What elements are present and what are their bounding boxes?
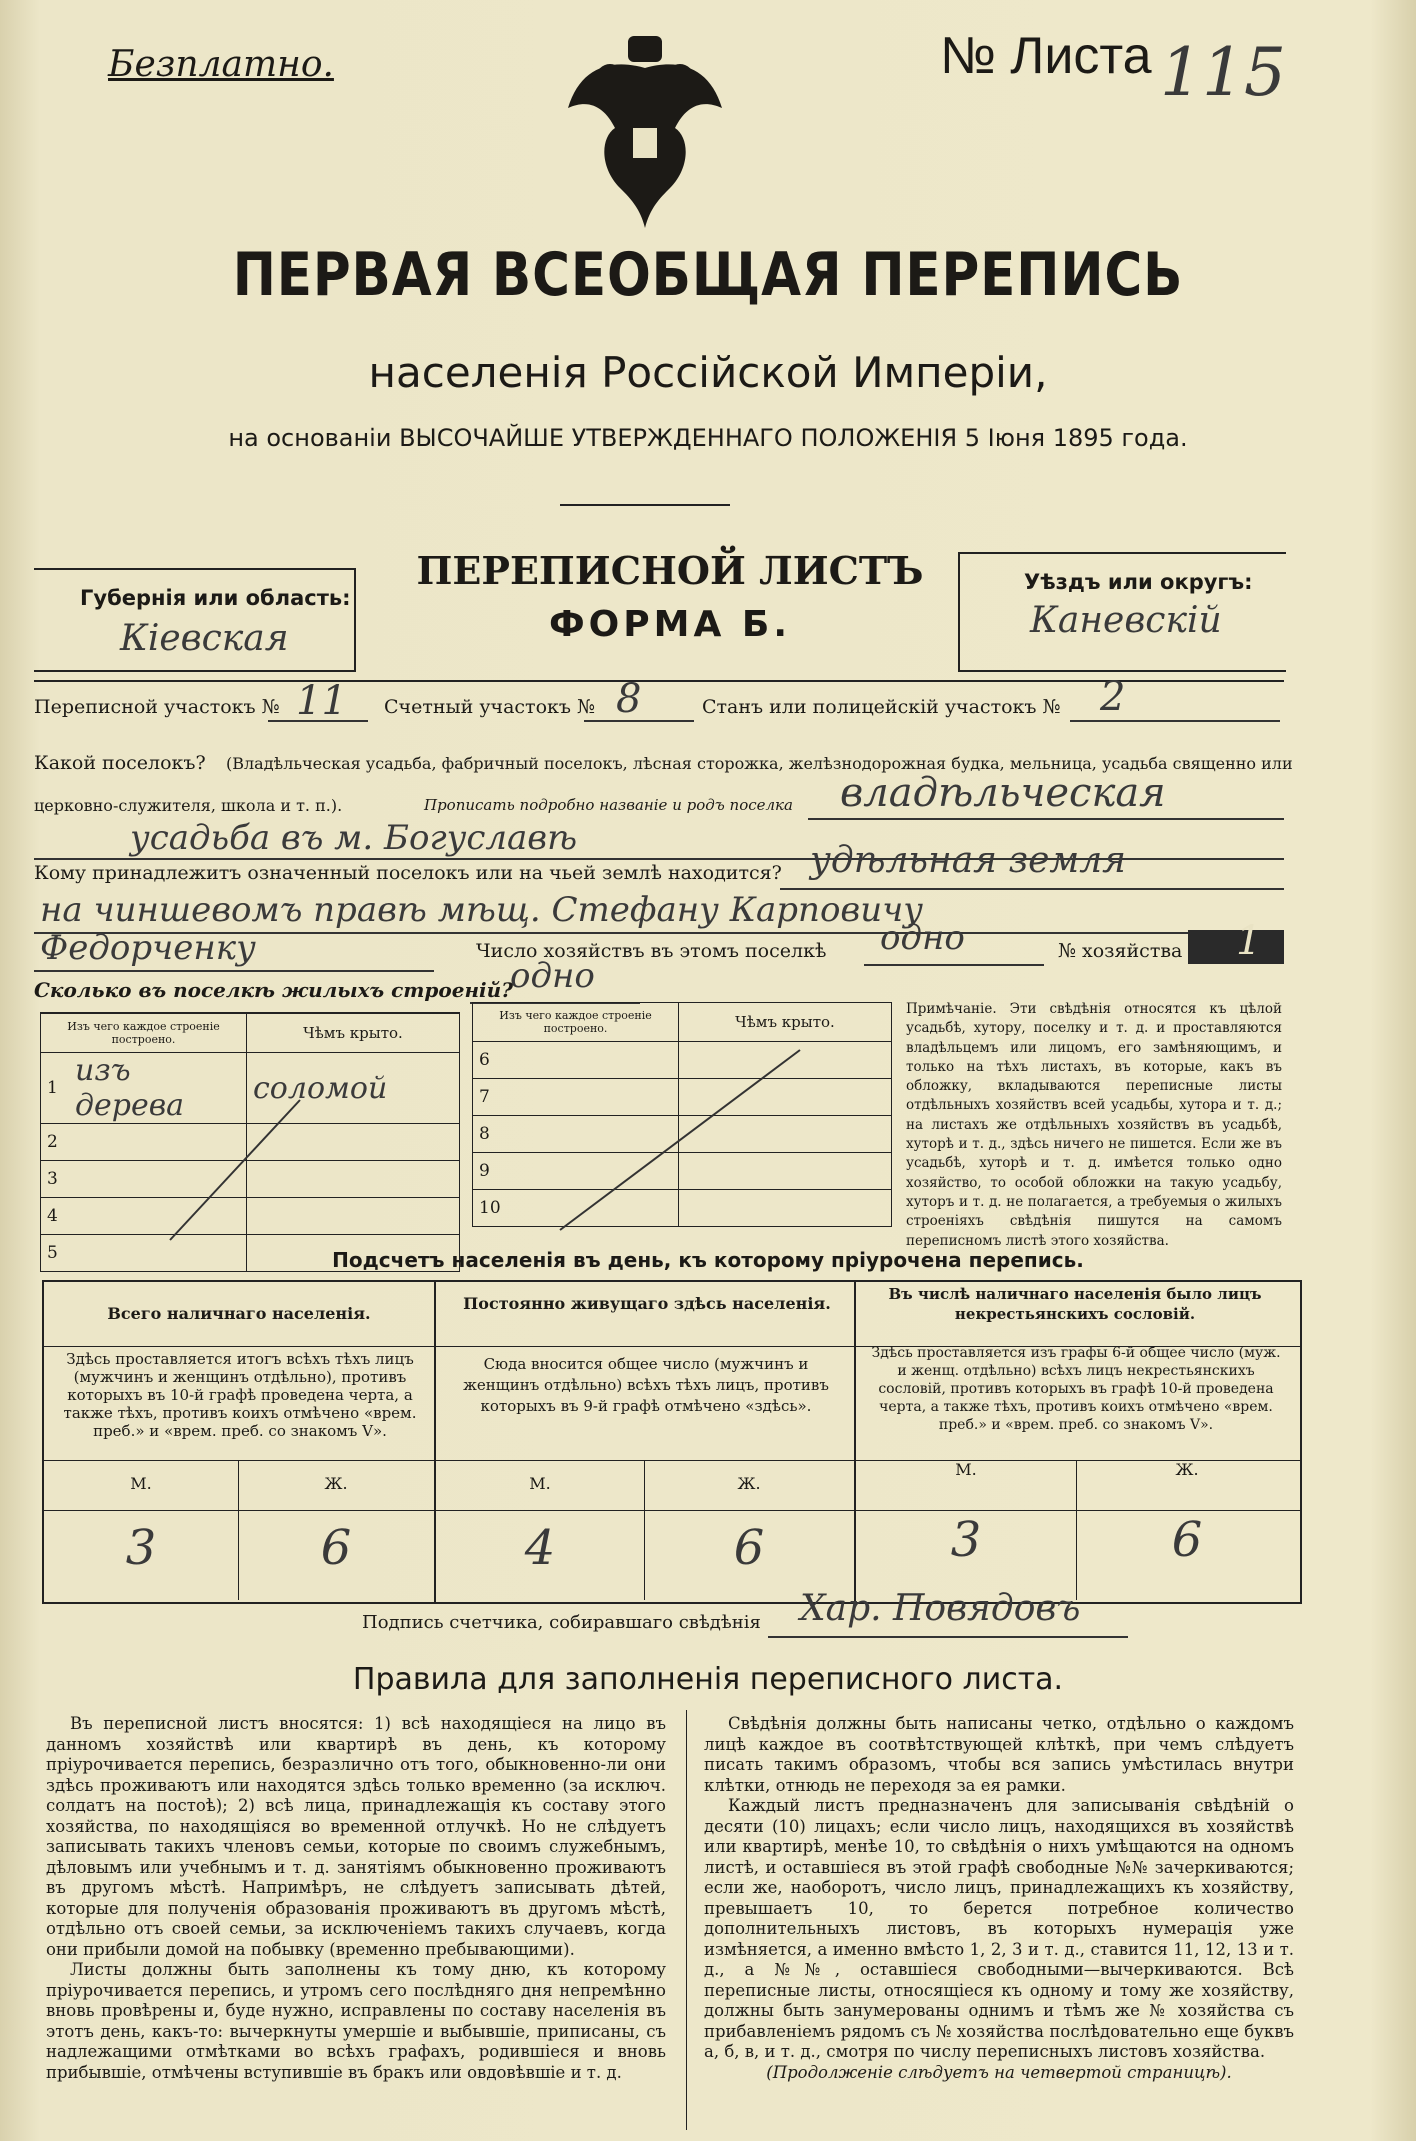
uezd-label: Уѣздъ или округъ: [1024, 570, 1253, 594]
row-number: 1 [41, 1053, 70, 1124]
permanent-m-value: 4 [524, 1520, 556, 1576]
col-roof-header: Чѣмъ крыто. [679, 1003, 892, 1042]
settlement-hint: (Владѣльческая усадьба, фабричный поселокъ, лѣсная сторожка, желѣзнодорожная будка, мельница, усадьба священно или [226, 754, 1293, 773]
col1-head: Всего наличнаго населенія. [107, 1304, 371, 1323]
owner-label: Кому принадлежитъ означенный поселокъ или на чьей землѣ находится? [34, 862, 782, 884]
row1-material: изъ дерева [69, 1053, 247, 1124]
rules-right-column [704, 1714, 1294, 2083]
rules-divider [686, 1710, 687, 2130]
row-number: 5 [41, 1235, 70, 1272]
row-number: 8 [473, 1116, 508, 1153]
col-roof-header: Чѣмъ крыто. [247, 1013, 460, 1053]
document-title: ПЕРВАЯ ВСЕОБЩАЯ ПЕРЕПИСЬ [232, 240, 1184, 310]
col3-text: Здѣсь проставляется изъ графы 6-й общее число (муж. и женщ. отдѣльно) всѣхъ лицъ некрестьянскихъ сословій, противъ которыхъ въ графѣ 10-й проведена черта, а также тѣхъ, противъ коихъ отмѣчено «врем. преб.» и «врем. преб. со знакомъ V». [871, 1345, 1281, 1433]
row-number: 3 [41, 1161, 70, 1198]
settlement-value-2: усадьба въ м. Богуславѣ [130, 818, 578, 858]
count-district-value: 8 [616, 676, 642, 722]
row-number: 6 [473, 1042, 508, 1079]
total-f-value: 6 [320, 1520, 352, 1576]
owner-value: удѣльная земля [810, 840, 1126, 881]
census-district-value: 11 [296, 678, 347, 724]
sheet-label: № Листа [940, 27, 1152, 85]
gubernia-value: Кіевская [120, 618, 289, 659]
count-district-label: Счетный участокъ № [384, 696, 595, 718]
note: Примѣчаніе. Эти свѣдѣнія относятся къ цѣлой усадьбѣ, хутору, поселку и т. д. и проставляются владѣльцемъ или лицомъ, его замѣняющимъ, и только на тѣхъ листахъ, въ которые, какъ въ обложку, вкладываются переписные листы отдѣльныхъ хозяйствъ всей усадьбы, хутора и т. д.; на листахъ же отдѣльныхъ хозяйствъ въ усадьбѣ, хуторѣ и т. д., здѣсь ничего не пишется. Если же въ усадьбѣ, хуторѣ и т. д. имѣется только одно хозяйство, то особой обложки на такую усадьбу, хуторъ и т. д. не полагается, а требуемыя о жилыхъ строеніяхъ свѣдѣнія пишутся на самомъ переписномъ листѣ этого хозяйства. [906, 1001, 1282, 1249]
row-number: 10 [473, 1190, 508, 1227]
f-label: Ж. [324, 1474, 348, 1493]
m-label: М. [130, 1474, 152, 1493]
m-label: М. [529, 1474, 551, 1493]
row1-roof: соломой [247, 1053, 460, 1124]
m-label: М. [955, 1460, 977, 1479]
population-title: Подсчетъ населенія въ день, къ которому пріурочена перепись. [332, 1248, 1084, 1272]
buildings-value: одно [510, 956, 595, 996]
rules-title: Правила для заполненія переписного листа. [352, 1662, 1064, 1697]
settlement-hint-2: церковно-служителя, школа и т. п.). [34, 796, 343, 815]
household-no-label: № хозяйства [1058, 940, 1183, 962]
settlement-label: Какой поселокъ? [34, 752, 206, 774]
owner-value-2: на чиншевомъ правѣ мѣщ. Стефану Карповичу [40, 890, 923, 930]
population-val-rule [44, 1510, 1300, 1511]
rules-left-p2: Листы должны быть заполнены къ тому дню, къ которому пріурочивается перепись, и утромъ сего послѣдняго дня непремѣнно вновь провѣрены и, буде нужно, исправлены по составу населенія въ этотъ день, какъ-то: вычеркнуты умершіе и выбывшіе, приписаны, съ надлежащими отмѣтками во всѣхъ графахъ, родившіеся и вновь прибывшіе, отмѣчены вступившіе въ бракъ или овдовѣвшіе и т. д. [46, 1960, 666, 2082]
gubernia-label: Губернія или область: [80, 586, 351, 610]
row-number: 4 [41, 1198, 70, 1235]
households-label: Число хозяйствъ въ этомъ поселкѣ [476, 940, 827, 962]
form-title: ПЕРЕПИСНОЙ ЛИСТЪ [416, 548, 924, 593]
signature-line [768, 1636, 1128, 1638]
f-label: Ж. [1175, 1460, 1199, 1479]
col1-text: Здѣсь проставляется итогъ всѣхъ тѣхъ лицъ (мужчинъ и женщинъ отдѣльно), противъ которыхъ въ 10-й графѣ проведена черта, а также тѣхъ, противъ коихъ отмѣчено «врем. преб.» и «врем. преб. со знакомъ V». [63, 1350, 417, 1440]
sheet-number: 115 [1160, 34, 1286, 111]
buildings-label: Сколько въ поселкѣ жилыхъ строеній? [34, 978, 513, 1002]
f-label: Ж. [737, 1474, 761, 1493]
row-number: 2 [41, 1124, 70, 1161]
row-number: 7 [473, 1079, 508, 1116]
col-material-header: Изъ чего каждое строеніе построено. [41, 1013, 247, 1053]
stan-value: 2 [1100, 674, 1126, 720]
census-district-label: Переписной участокъ № [34, 696, 280, 718]
document-basis: на основаніи ВЫСОЧАЙШЕ УТВЕРЖДЕННАГО ПОЛОЖЕНІЯ 5 Іюня 1895 года. [228, 424, 1188, 452]
households-value: одно [880, 918, 965, 958]
rules-left-p1: Въ переписной листъ вносятся: 1) всѣ находящіеся на лицо въ данномъ хозяйствѣ или квартирѣ въ день, къ которому пріурочивается перепись, безразлично отъ того, обыкновенно-ли они здѣсь проживаютъ или находятся здѣсь только временно (за исключ. солдатъ на постоѣ); 2) всѣ лица, принадлежащія къ составу этого хозяйства, по находящіяся во временной отлучкѣ. Но не слѣдуетъ записывать такихъ членовъ семьи, которые по своимъ служебнымъ, дѣловымъ или учебнымъ и т. д. занятіямъ обыкновенно проживаютъ въ другомъ мѣстѣ. Напримѣръ, не слѣдуетъ записывать дѣтей, которые для полученія образованія проживаютъ въ другомъ мѣстѣ, отдѣльно отъ своей семьи, за исключеніемъ такихъ случаевъ, когда они прибыли домой на побывку (временно пребывающими). [46, 1714, 666, 1959]
settlement-instruction: Прописать подробно названіе и родъ поселка [424, 796, 793, 814]
col-material-header: Изъ чего каждое строеніе построено. [473, 1003, 679, 1042]
free-label: Безплатно. [108, 44, 334, 85]
col2-text: Сюда вносится общее число (мужчинъ и женщинъ отдѣльно) всѣхъ тѣхъ лицъ, противъ которыхъ въ 9-й графѣ отмѣчено «здѣсь». [463, 1355, 829, 1415]
rules-right-p2: Каждый листъ предназначенъ для записыванія свѣдѣній о десяти (10) лицахъ; если число лицъ, находящихся въ хозяйствѣ или квартирѣ, менѣе 10, то свѣдѣнія о нихъ умѣщаются на одномъ листѣ, и оставшіеся въ этой графѣ свободные №№ зачеркиваются; если же, наоборотъ, число лицъ, принадлежащихъ къ хозяйству, превышаетъ 10, то берется потребное количество дополнительныхъ листовъ, въ которыхъ нумерація уже измѣняется, а именно вмѣсто 1, 2, 3 и т. д., ставится 11, 12, 13 и т. д., а №№, оставшіеся свободными—вычеркиваются. Всѣ переписные листы, относящіеся къ одному и тому же хозяйству, должны быть занумерованы однимъ и тѣмъ же № хозяйства съ прибавленіемъ рядомъ съ № хозяйства послѣдовательно еще буквъ а, б, в, и т. д., смотря по числу переписныхъ листовъ хозяйства. [704, 1796, 1294, 2061]
settlement-value: владѣльческая [840, 770, 1166, 816]
rules-right-p1: Свѣдѣнія должны быть написаны четко, отдѣльно о каждомъ лицѣ каждое въ соотвѣтствующей клѣткѣ, при чемъ слѣдуетъ писать такимъ образомъ, чтобы вся запись умѣстилась внутри клѣтки, отнюдь не переходя за ея рамки. [704, 1714, 1294, 1795]
total-m-value: 3 [125, 1520, 157, 1576]
uezd-value: Каневскій [1030, 600, 1222, 641]
owner-value-3: Федорченку [40, 928, 256, 968]
signature-label: Подпись счетчика, собиравшаго свѣдѣнія [362, 1612, 761, 1633]
stan-label: Станъ или полицейскій участокъ № [702, 696, 1061, 718]
form-name: ФОРМА Б. [548, 604, 792, 645]
rules-continued: (Продолженіе слѣдуетъ на четвертой страницѣ). [766, 2062, 1232, 2082]
permanent-f-value: 6 [733, 1520, 765, 1576]
row-number: 9 [473, 1153, 508, 1190]
col3-head: Въ числѣ наличнаго населенія было лицъ некрестьянскихъ сословій. [888, 1285, 1262, 1323]
household-no-value: 1 [1236, 918, 1262, 964]
signature-value: Хар. Повядовъ [800, 1588, 1081, 1629]
rules-left-column [46, 1714, 666, 2083]
nonpeasant-m-value: 3 [950, 1512, 982, 1568]
col2-head: Постоянно живущаго здѣсь населенія. [463, 1294, 831, 1313]
nonpeasant-f-value: 6 [1171, 1512, 1203, 1568]
document-subtitle: населенія Россійской Имперіи, [368, 348, 1048, 397]
